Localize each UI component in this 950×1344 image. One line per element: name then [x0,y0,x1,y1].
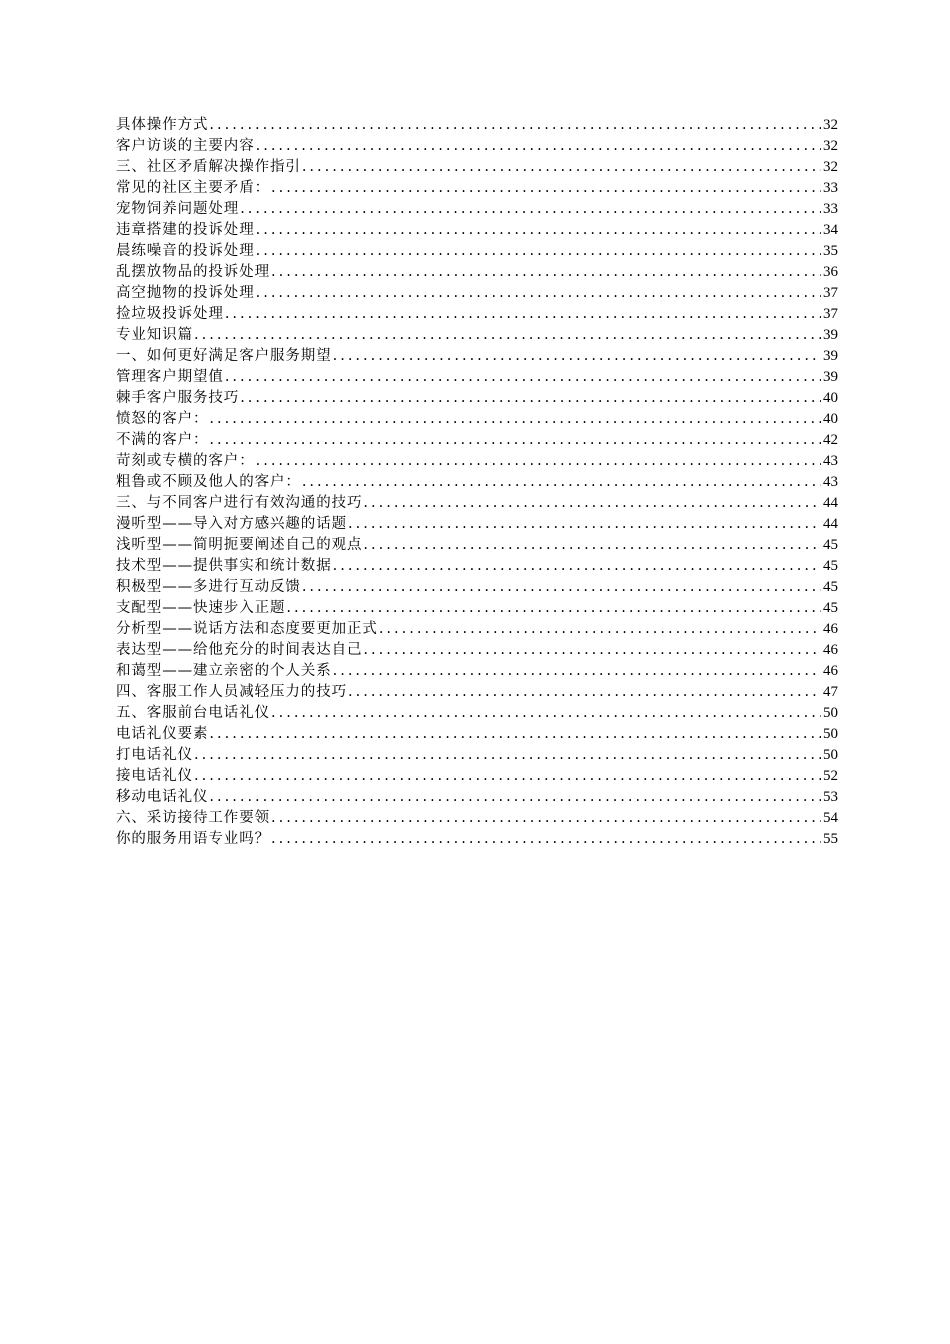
toc-entry[interactable] [116,430,838,451]
toc-entry[interactable] [116,283,838,304]
toc-entry-page-number: 46 [823,663,838,679]
toc-entry[interactable] [116,157,838,178]
toc-entry-title: 六、采访接待工作要领 [116,810,270,826]
toc-entry[interactable] [116,787,838,808]
toc-entry-page-number: 44 [823,516,838,532]
toc-entry[interactable] [116,220,838,241]
toc-entry[interactable] [116,598,838,619]
toc-entry-page-number: 32 [823,159,838,175]
toc-entry[interactable] [116,325,838,346]
toc-entry-page-number: 43 [823,453,838,469]
toc-entry-title: 高空抛物的投诉处理 [116,285,255,301]
toc-dot-leader [362,640,821,661]
toc-entry-title: 电话礼仪要素 [116,726,209,742]
toc-dot-leader [285,598,821,619]
toc-dot-leader [362,493,821,514]
toc-entry-page-number: 39 [823,327,838,343]
toc-dot-leader [208,115,821,136]
toc-entry-title: 晨练噪音的投诉处理 [116,243,255,259]
toc-entry-title: 专业知识篇 [116,327,193,343]
toc-entry[interactable] [116,199,838,220]
toc-dot-leader [301,472,821,493]
toc-entry-title: 三、社区矛盾解决操作指引 [116,159,301,175]
toc-entry-title: 三、与不同客户进行有效沟通的技巧 [116,495,363,511]
toc-entry-title: 四、客服工作人员减轻压力的技巧 [116,684,347,700]
toc-dot-leader [239,199,821,220]
toc-dot-leader [347,514,821,535]
toc-entry[interactable] [116,808,838,829]
toc-entry-page-number: 36 [823,264,838,280]
toc-entry-title: 乱摆放物品的投诉处理 [116,264,270,280]
toc-entry-page-number: 34 [823,222,838,238]
toc-entry[interactable] [116,682,838,703]
toc-entry-page-number: 33 [823,201,838,217]
toc-dot-leader [362,535,821,556]
toc-dot-leader [270,178,821,199]
toc-entry-title: 五、客服前台电话礼仪 [116,705,270,721]
toc-entry-title: 捡垃圾投诉处理 [116,306,224,322]
toc-entry-page-number: 39 [823,348,838,364]
toc-entry[interactable] [116,829,838,850]
toc-entry-title: 不满的客户： [116,432,209,448]
toc-entry-title: 宠物饲养问题处理 [116,201,240,217]
toc-entry-page-number: 45 [823,600,838,616]
toc-entry-title: 漫听型——导入对方感兴趣的话题 [116,516,347,532]
toc-dot-leader [270,808,821,829]
toc-entry[interactable] [116,535,838,556]
toc-entry-page-number: 42 [823,432,838,448]
toc-entry-title: 打电话礼仪 [116,747,193,763]
toc-entry[interactable] [116,115,838,136]
toc-entry[interactable] [116,451,838,472]
toc-entry-page-number: 37 [823,306,838,322]
toc-entry-page-number: 37 [823,285,838,301]
toc-entry-title: 管理客户期望值 [116,369,224,385]
toc-entry-title: 客户访谈的主要内容 [116,138,255,154]
toc-entry-page-number: 46 [823,621,838,637]
toc-entry-title: 支配型——快速步入正题 [116,600,286,616]
toc-entry-page-number: 47 [823,684,838,700]
toc-entry[interactable] [116,745,838,766]
toc-entry[interactable] [116,724,838,745]
toc-entry-title: 你的服务用语专业吗？ [116,831,270,847]
toc-entry-page-number: 55 [823,831,838,847]
toc-entry-page-number: 43 [823,474,838,490]
toc-entry-title: 分析型——说话方法和态度要更加正式 [116,621,378,637]
toc-dot-leader [270,829,821,850]
toc-entry[interactable] [116,346,838,367]
toc-entry-page-number: 32 [823,138,838,154]
toc-entry-page-number: 45 [823,579,838,595]
toc-dot-leader [332,556,821,577]
toc-entry-title: 表达型——给他充分的时间表达自己 [116,642,363,658]
toc-dot-leader [255,451,821,472]
toc-entry-page-number: 46 [823,642,838,658]
toc-entry-page-number: 45 [823,558,838,574]
toc-dot-leader [208,787,821,808]
toc-dot-leader [255,283,821,304]
toc-dot-leader [270,262,821,283]
toc-entry-title: 常见的社区主要矛盾： [116,180,270,196]
toc-dot-leader [193,745,821,766]
toc-entry-page-number: 50 [823,705,838,721]
toc-entry-title: 粗鲁或不顾及他人的客户： [116,474,301,490]
toc-entry-page-number: 45 [823,537,838,553]
toc-entry-page-number: 32 [823,117,838,133]
toc-dot-leader [378,619,821,640]
toc-entry-title: 移动电话礼仪 [116,789,209,805]
toc-entry-title: 棘手客户服务技巧 [116,390,240,406]
toc-dot-leader [224,304,821,325]
toc-entry[interactable] [116,703,838,724]
toc-entry-page-number: 44 [823,495,838,511]
toc-entry-title: 违章搭建的投诉处理 [116,222,255,238]
toc-dot-leader [208,430,821,451]
toc-dot-leader [332,661,821,682]
toc-entry[interactable] [116,493,838,514]
toc-entry[interactable] [116,178,838,199]
toc-dot-leader [301,577,821,598]
toc-entry[interactable] [116,241,838,262]
toc-entry-page-number: 50 [823,726,838,742]
toc-entry[interactable] [116,136,838,157]
toc-entry-page-number: 35 [823,243,838,259]
toc-dot-leader [332,346,821,367]
toc-entry-title: 技术型——提供事实和统计数据 [116,558,332,574]
toc-dot-leader [239,388,821,409]
toc-entry-title: 积极型——多进行互动反馈 [116,579,301,595]
toc-entry-title: 愤怒的客户： [116,411,209,427]
toc-entry[interactable] [116,766,838,787]
toc-entry-title: 浅听型——简明扼要阐述自己的观点 [116,537,363,553]
toc-entry-page-number: 39 [823,369,838,385]
toc-entry-page-number: 33 [823,180,838,196]
toc-entry[interactable] [116,409,838,430]
toc-dot-leader [255,220,821,241]
toc-entry-page-number: 40 [823,411,838,427]
toc-entry-page-number: 54 [823,810,838,826]
toc-entry[interactable] [116,556,838,577]
toc-entry[interactable] [116,304,838,325]
toc-dot-leader [224,367,821,388]
toc-entry-page-number: 40 [823,390,838,406]
toc-entry-page-number: 50 [823,747,838,763]
toc-dot-leader [270,703,821,724]
toc-entry[interactable] [116,577,838,598]
toc-entry-title: 和蔼型——建立亲密的个人关系 [116,663,332,679]
toc-entry-title: 接电话礼仪 [116,768,193,784]
toc-dot-leader [193,766,821,787]
toc-entry-page-number: 52 [823,768,838,784]
toc-entry-title: 苛刻或专横的客户： [116,453,255,469]
toc-entry[interactable] [116,367,838,388]
toc-dot-leader [255,136,821,157]
toc-entry[interactable] [116,514,838,535]
toc-dot-leader [208,409,821,430]
toc-dot-leader [193,325,821,346]
toc-entry[interactable] [116,388,838,409]
toc-dot-leader [301,157,821,178]
toc-dot-leader [255,241,821,262]
toc-dot-leader [347,682,821,703]
toc-entry[interactable] [116,640,838,661]
toc-entry-title: 一、如何更好满足客户服务期望 [116,348,332,364]
table-of-contents [116,115,838,850]
toc-entry-page-number: 53 [823,789,838,805]
toc-entry[interactable] [116,619,838,640]
toc-entry-title: 具体操作方式 [116,117,209,133]
toc-entry[interactable] [116,661,838,682]
toc-dot-leader [208,724,821,745]
toc-entry[interactable] [116,262,838,283]
toc-entry[interactable] [116,472,838,493]
